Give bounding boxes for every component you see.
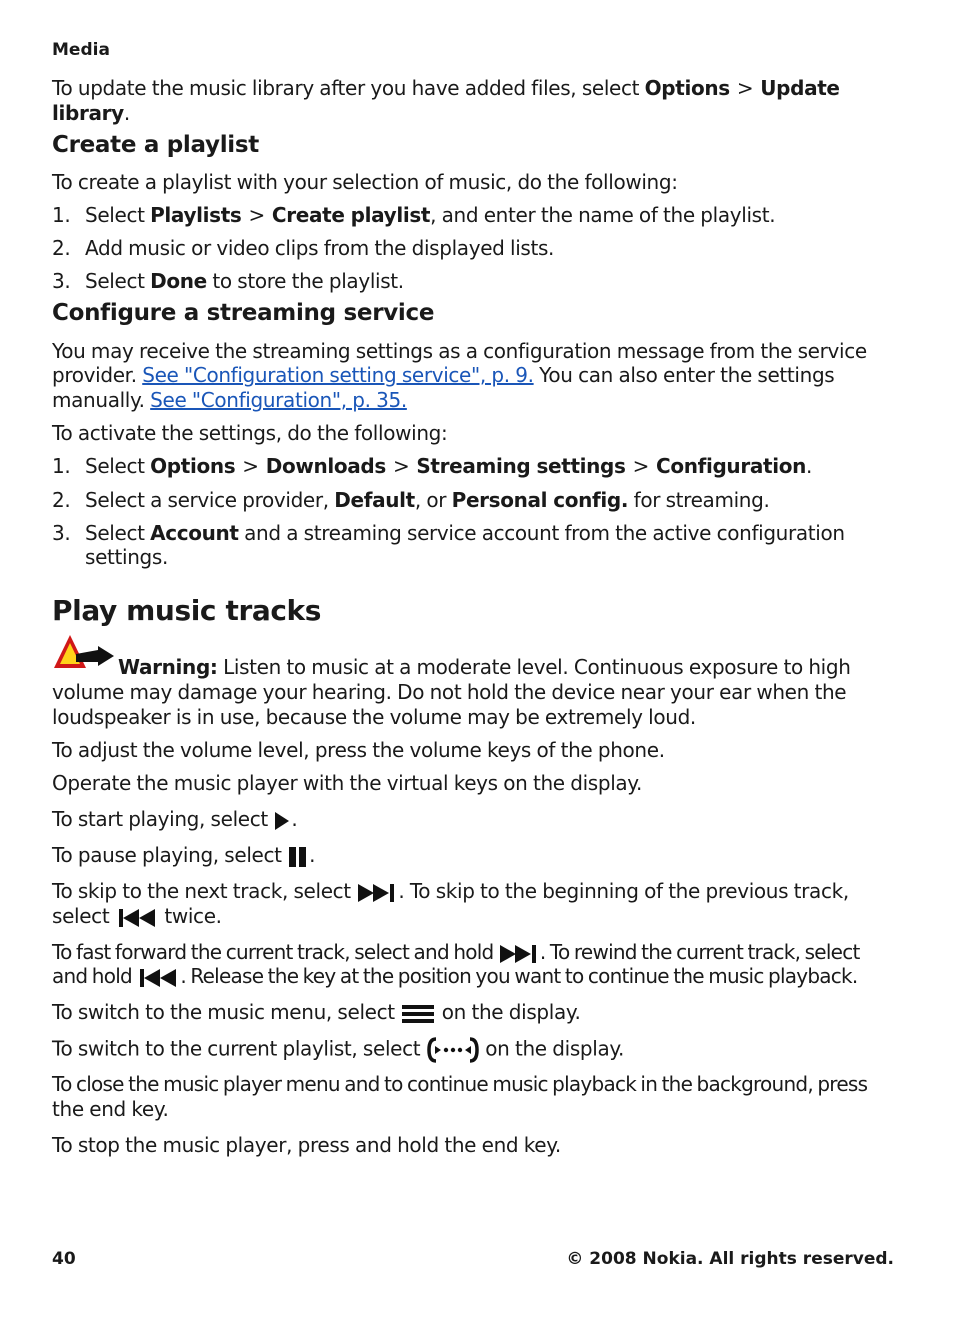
section-header: Media — [52, 40, 110, 60]
para-text: To switch to the current playlist, select — [52, 1036, 426, 1061]
step-text: and a streaming service account from the active configuration — [238, 521, 845, 545]
warning-line2: volume may damage your hearing. Do not hold the device near your ear when the — [52, 680, 847, 704]
streaming-step-2 — [52, 488, 769, 513]
skip-paragraph-line2 — [52, 904, 222, 930]
heading-create-playlist: Create a playlist — [52, 132, 259, 158]
volume-paragraph: To adjust the volume level, press the volume keys of the phone. — [52, 738, 665, 762]
streaming-paragraph-line3 — [52, 388, 407, 413]
link-configuration-setting-service[interactable]: See "Configuration setting service", p. 9. — [142, 363, 534, 387]
menu-icon — [400, 1001, 436, 1027]
step-text: Select — [85, 454, 151, 478]
create-step-2 — [52, 236, 554, 261]
menu-ref-configuration: Configuration — [656, 454, 806, 478]
period: . — [805, 454, 812, 478]
page-number: 40 — [52, 1249, 76, 1269]
warning-line3: loudspeaker is in use, because the volume may be extremely loud. — [52, 705, 696, 729]
playlist-icon — [426, 1036, 480, 1064]
para-text: manually. — [52, 388, 151, 412]
para-text: . To skip to the beginning of the previous track, — [398, 879, 849, 903]
step-text: for streaming. — [628, 488, 770, 512]
step-text: Select — [85, 269, 151, 293]
fast-forward-paragraph-line2 — [52, 964, 857, 990]
para-text: To switch to the music menu, select — [52, 1000, 401, 1024]
para-text: . To rewind the current track, select — [539, 940, 860, 964]
warning-label: Warning: — [118, 655, 218, 679]
pause-icon — [287, 845, 309, 869]
menu-ref-options: Options — [644, 76, 730, 100]
menu-ref-account: Account — [150, 521, 239, 545]
period: . — [309, 843, 316, 867]
step-text: , and enter the name of the playlist. — [430, 203, 776, 227]
step-text: Select — [85, 203, 151, 227]
start-paragraph — [52, 807, 297, 832]
next-track-icon — [356, 881, 398, 905]
previous-track-icon — [115, 906, 159, 930]
streaming-step-1 — [52, 454, 812, 479]
intro-paragraph-line2 — [52, 101, 130, 126]
play-icon — [273, 810, 291, 832]
para-text: select — [52, 904, 115, 928]
menu-ref-streaming-settings: Streaming settings — [416, 454, 626, 478]
pause-paragraph — [52, 843, 315, 869]
warning-line1 — [52, 655, 851, 680]
separator: > — [392, 454, 410, 478]
menu-ref-update: Update — [760, 76, 840, 100]
para-text: . Release the key at the position you want to continue the music playback. — [180, 964, 858, 988]
link-configuration[interactable]: See "Configuration", p. 35. — [150, 388, 407, 412]
menu-ref-default: Default — [334, 488, 415, 512]
period: . — [291, 807, 298, 831]
fast-forward-paragraph-line1 — [52, 940, 860, 966]
menu-ref-playlists: Playlists — [150, 203, 242, 227]
menu-ref-personal-config: Personal config. — [451, 488, 629, 512]
separator: > — [248, 203, 265, 227]
next-track-icon — [498, 942, 540, 966]
streaming-step-3 — [52, 521, 845, 546]
previous-track-icon — [136, 966, 180, 990]
step-text: , or — [414, 488, 452, 512]
step-number: 1. — [52, 203, 71, 227]
stop-paragraph: To stop the music player, press and hold the end key. — [52, 1133, 561, 1157]
separator: > — [736, 76, 754, 100]
separator: > — [632, 454, 649, 478]
close-paragraph-line1: To close the music player menu and to continue music playback in the background, press — [52, 1072, 868, 1096]
para-text: on the display. — [479, 1036, 624, 1061]
heading-streaming: Configure a streaming service — [52, 300, 435, 326]
step-text: Select — [85, 521, 151, 545]
para-text: To fast forward the current track, select and hold — [52, 940, 498, 964]
step-text: settings. — [85, 545, 168, 569]
streaming-lead: To activate the settings, do the following: — [52, 421, 448, 445]
menu-ref-library: library — [52, 101, 124, 125]
close-paragraph-line2: the end key. — [52, 1097, 169, 1121]
step-number: 2. — [52, 488, 71, 512]
para-text: and hold — [52, 964, 137, 988]
period: . — [123, 101, 130, 125]
warning-text: Listen to music at a moderate level. Continuous exposure to high — [217, 655, 851, 679]
para-text: To pause playing, select — [52, 843, 288, 867]
skip-paragraph-line1 — [52, 879, 849, 905]
para-text: To skip to the next track, select — [52, 879, 357, 903]
create-playlist-lead: To create a playlist with your selection of music, do the following: — [52, 170, 678, 194]
streaming-paragraph-line2 — [52, 363, 834, 388]
streaming-step-3-line2 — [52, 545, 168, 570]
intro-paragraph — [52, 76, 840, 101]
copyright-notice: © 2008 Nokia. All rights reserved. — [566, 1249, 894, 1269]
step-text: to store the playlist. — [206, 269, 404, 293]
operate-paragraph: Operate the music player with the virtual keys on the display. — [52, 771, 642, 795]
separator: > — [242, 454, 259, 478]
step-text: Add music or video clips from the displayed lists. — [85, 236, 555, 260]
menu-paragraph — [52, 1000, 581, 1027]
create-step-3 — [52, 269, 404, 294]
step-text: Select a service provider, — [85, 488, 335, 512]
para-text: twice. — [158, 904, 222, 928]
menu-ref-options: Options — [150, 454, 236, 478]
menu-ref-downloads: Downloads — [265, 454, 386, 478]
playlist-paragraph — [52, 1036, 624, 1064]
para-text: provider. — [52, 363, 143, 387]
para-text: To start playing, select — [52, 807, 274, 831]
step-number: 3. — [52, 521, 71, 545]
intro-text: To update the music library after you have added files, select — [52, 76, 645, 100]
heading-play-music-tracks: Play music tracks — [52, 594, 322, 627]
step-number: 2. — [52, 236, 71, 260]
para-text: You can also enter the settings — [533, 363, 835, 387]
para-text: on the display. — [436, 1000, 581, 1024]
step-number: 1. — [52, 454, 71, 478]
step-number: 3. — [52, 269, 71, 293]
create-step-1 — [52, 203, 775, 228]
streaming-paragraph-line1: You may receive the streaming settings as a configuration message from the service — [52, 339, 867, 363]
menu-ref-create-playlist: Create playlist — [271, 203, 431, 227]
menu-ref-done: Done — [150, 269, 207, 293]
